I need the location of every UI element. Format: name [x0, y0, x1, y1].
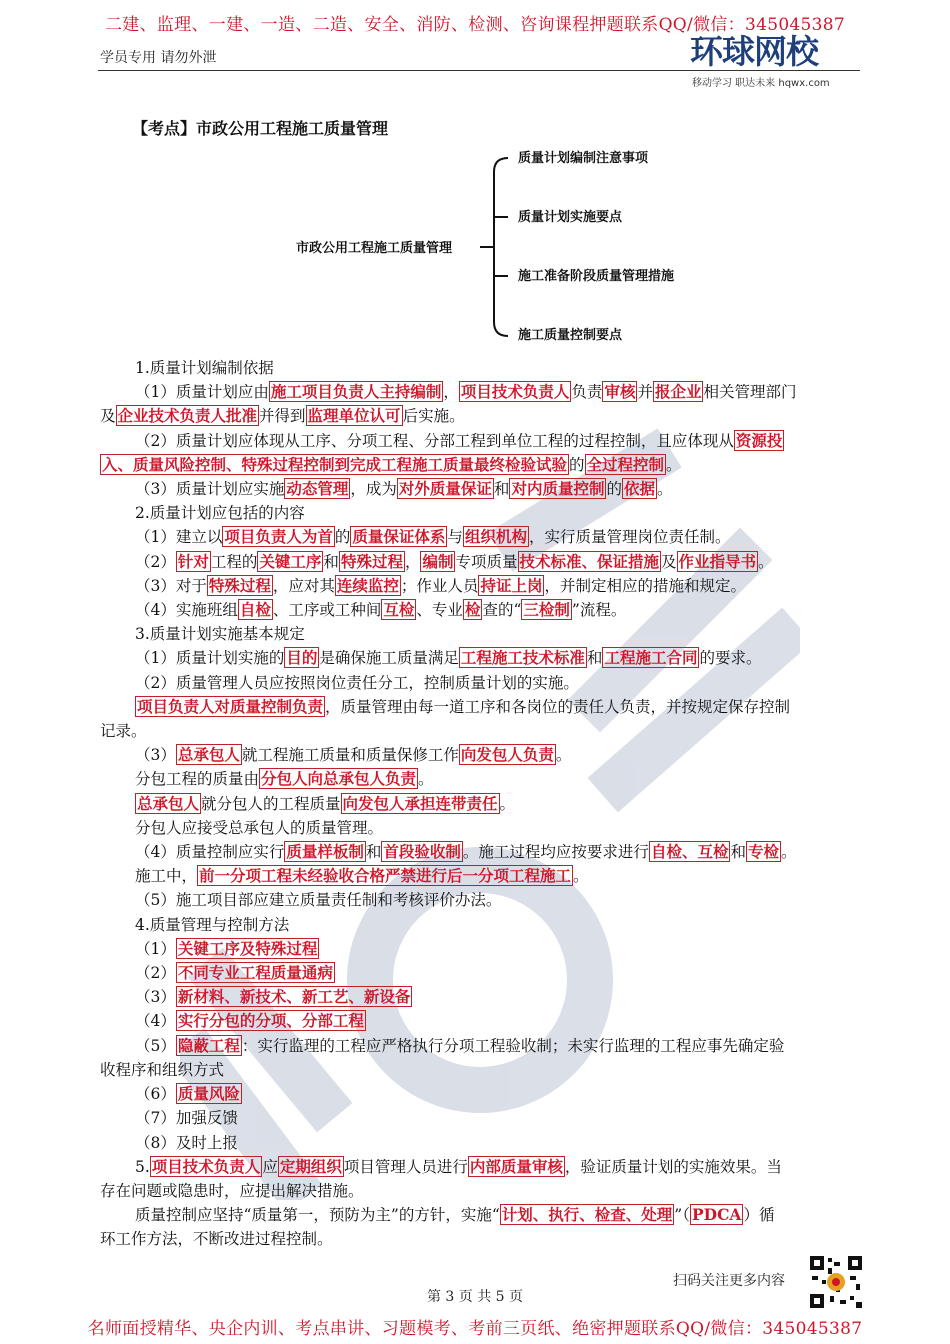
mindmap-branch: 施工准备阶段质量管理措施	[518, 269, 675, 284]
mindmap-diagram	[0, 140, 950, 350]
document-body	[100, 356, 870, 1252]
key-term: 资源投	[735, 430, 783, 450]
key-term: 总承包人	[177, 745, 240, 765]
key-term: 质量保证体系	[352, 527, 446, 547]
section-heading: 3.质量计划实施基本规定	[135, 625, 305, 644]
paragraph-line: （1）质量计划实施的 目的 是确保施工质量满足 工程施工技术标准 和 工程施工合同 的要求。	[135, 648, 762, 668]
key-term: 编制	[422, 551, 454, 571]
key-term: 计划、执行、检查、处理	[501, 1205, 673, 1225]
key-term: 入、质量风险控制、特殊过程控制到完成工程施工质量最终检验试验	[102, 454, 568, 474]
key-term: 连续监控	[336, 575, 399, 595]
section-heading: 2.质量计划应包括的内容	[135, 504, 305, 523]
paragraph-line: （5）施工项目部应建立质量责任制和考核评价办法。	[135, 891, 502, 910]
paragraph-line: 分包工程的质量由 分包人向总承包人负责 。	[135, 769, 434, 789]
key-term: 施工项目负责人主持编制	[270, 382, 442, 402]
section-heading: 4.质量管理与控制方法	[135, 915, 290, 934]
key-term: 专检	[747, 842, 779, 862]
paragraph-line: （2）质量管理人员应按照岗位责任分工，控制质量计划的实施。	[135, 673, 579, 692]
list-item: （1） 关键工序及特殊过程	[135, 938, 318, 958]
key-term: 目的	[286, 648, 318, 668]
key-term: 项目技术负责人	[151, 1156, 261, 1176]
key-term: 首段验收制	[383, 842, 461, 862]
key-term: 定期组织	[279, 1156, 342, 1176]
list-item: （4） 实行分包的分项、分部工程	[135, 1011, 364, 1031]
paragraph-line: 项目负责人对质量控制负责 ，质量管理由每一道工序和各岗位的责任人负责，并按规定保存控制	[137, 696, 791, 716]
key-term: 关键工序	[259, 551, 322, 571]
list-item: （3） 新材料、新技术、新工艺、新设备	[135, 987, 411, 1007]
hqwx-logo	[690, 32, 870, 88]
key-term: 项目负责人为首	[224, 527, 333, 547]
mindmap-branch: 质量计划编制注意事项	[518, 151, 649, 166]
key-term: 新材料、新技术、新工艺、新设备	[177, 987, 411, 1007]
paragraph-line: 施工中， 前一分项工程未经验收合格严禁进行后一分项工程施工 。	[135, 866, 589, 886]
paragraph-line: 环工作方法，不断改进过程控制。	[100, 1230, 333, 1249]
list-item: （8）及时上报	[135, 1133, 238, 1152]
key-term: 特殊过程	[208, 575, 271, 595]
key-term: 向发包人负责	[460, 745, 554, 765]
paragraph-line: 总承包人 就分包人的工程质量 向发包人承担连带责任 。	[137, 793, 516, 813]
list-item: （6） 质量风险	[135, 1084, 240, 1104]
key-term: 分包人向总承包人负责	[261, 769, 417, 789]
paragraph-line: （3） 总承包人 就工程施工质量和质量保修工作 向发包人负责 。	[135, 745, 572, 765]
topic-title: 【考点】市政公用工程施工质量管理	[132, 119, 389, 138]
key-term: 不同专业工程质量通病	[177, 963, 333, 983]
key-term: 特殊过程	[340, 551, 403, 571]
mindmap-branch: 施工质量控制要点	[518, 328, 623, 343]
key-term: 工程施工技术标准	[460, 648, 585, 668]
key-term: 工程施工合同	[604, 648, 698, 668]
key-term: 持证上岗	[480, 575, 543, 595]
key-term: 组织机构	[464, 527, 527, 547]
paragraph-line: （2） 针对 工程的 关键工序 和 特殊过程 ， 编制 专项质量 技术标准、保证措施 及 作业指导书 。	[135, 551, 774, 571]
key-term: 互检	[383, 600, 415, 620]
key-term: 隐蔽工程	[177, 1035, 240, 1055]
follow-text: 扫码关注更多内容	[673, 1273, 785, 1289]
paragraph-line: （3）对于 特殊过程 ，应对其 连续监控 ；作业人员 持证上岗 ，并制定相应的措施和规定。	[135, 575, 746, 595]
key-term: 对外质量保证	[398, 479, 492, 499]
key-term: 三检制	[523, 600, 570, 620]
paragraph-line: （3）质量计划应实施 动态管理 ，成为 对外质量保证 和 对内质量控制 的 依据 。	[135, 479, 673, 499]
paragraph-line: 入、质量风险控制、特殊过程控制到完成工程施工质量最终检验试验 的 全过程控制 。	[102, 454, 682, 474]
paragraph-line: （2）质量计划应体现从工序、分项工程、分部工程到单位工程的过程控制，且应体现从 资源投	[135, 430, 783, 450]
key-term: 实行分包的分项、分部工程	[177, 1011, 364, 1031]
logo-slogan: 移动学习 职达未来 hqwx.com	[692, 78, 830, 89]
key-term: 关键工序及特殊过程	[177, 938, 318, 958]
key-term: 自检、互检	[650, 842, 729, 862]
key-term: 全过程控制	[586, 454, 665, 474]
paragraph-line: （1）建立以 项目负责人为首 的 质量保证体系 与 组织机构 ，实行质量管理岗位责任制。	[135, 527, 731, 547]
paragraph-line: （4）实施班组 自检 、工序或工种间 互检 、专业 检 查的“ 三检制 ”流程。	[135, 600, 627, 620]
top-banner: 二建、监理、一建、一造、二造、安全、消防、检测、咨询课程押题联系QQ/微信：345045387	[104, 15, 846, 35]
key-term: 作业指导书	[678, 551, 757, 571]
key-term: 项目技术负责人	[460, 382, 570, 402]
key-term: 检	[464, 600, 481, 620]
key-term: 质量样板制	[286, 842, 364, 862]
paragraph-line: 存在问题或隐患时，应提出解决措施。	[100, 1181, 364, 1200]
key-term: 总承包人	[137, 793, 200, 813]
mindmap-root: 市政公用工程施工质量管理	[296, 241, 453, 256]
mindmap-branch: 质量计划实施要点	[518, 210, 623, 225]
mindmap-bracket	[494, 158, 508, 336]
key-term: 对内质量控制	[511, 479, 605, 499]
key-term: PDCA	[691, 1205, 742, 1225]
key-term: 内部质量审核	[469, 1156, 563, 1176]
list-item: （5） 隐蔽工程 ：实行监理的工程应严格执行分项工程验收制；未实行监理的工程应事先确定验	[135, 1035, 785, 1055]
paragraph-line: 质量控制应坚持“质量第一，预防为主”的方针，实施“ 计划、执行、检查、处理 ”（ PDCA ）循	[135, 1205, 775, 1225]
key-term: 针对	[177, 551, 209, 571]
paragraph-line: 5. 项目技术负责人 应 定期组织 项目管理人员进行 内部质量审核 ，验证质量计划的实施效果。当	[135, 1156, 782, 1176]
paragraph-line: （4）质量控制应实行 质量样板制 和 首段验收制 。施工过程均应按要求进行 自检、互检 和 专检 。	[135, 842, 797, 862]
logo-text: 环球网校	[690, 32, 818, 71]
key-term: 审核	[604, 382, 636, 402]
paragraph-line: 分包人应接受总承包人的质量管理。	[135, 818, 384, 837]
student-note: 学员专用 请勿外泄	[100, 50, 217, 66]
key-term: 自检	[239, 600, 271, 620]
bottom-banner: 名师面授精华、央企内训、考点串讲、习题模考、考前三页纸、绝密押题联系QQ/微信：345045387	[87, 1319, 863, 1339]
paragraph-line: 收程序和组织方式	[100, 1060, 225, 1079]
key-term: 向发包人承担连带责任	[342, 793, 498, 813]
key-term: 依据	[623, 479, 655, 499]
section-heading: 1.质量计划编制依据	[135, 359, 274, 377]
page-number: 第 3 页 共 5 页	[426, 1289, 524, 1305]
key-term: 技术标准、保证措施	[519, 551, 660, 571]
paragraph-line: 及 企业技术负责人批准 并得到 监理单位认可 后实施。	[100, 406, 465, 426]
key-term: 报企业	[654, 382, 702, 402]
key-term: 前一分项工程未经验收合格严禁进行后一分项工程施工	[199, 866, 572, 886]
paragraph-line: （1）质量计划应由 施工项目负责人主持编制 ， 项目技术负责人 负责 审核 并 报企业 相关管理部门	[135, 382, 797, 402]
list-item: （7）加强反馈	[135, 1109, 238, 1128]
key-term: 企业技术负责人批准	[117, 406, 258, 426]
key-term: 项目负责人对质量控制负责	[137, 696, 324, 716]
key-term: 质量风险	[177, 1084, 240, 1104]
paragraph-line: 记录。	[100, 722, 147, 741]
list-item: （2） 不同专业工程质量通病	[135, 963, 333, 983]
key-term: 监理单位认可	[307, 406, 401, 426]
key-term: 动态管理	[286, 479, 349, 499]
